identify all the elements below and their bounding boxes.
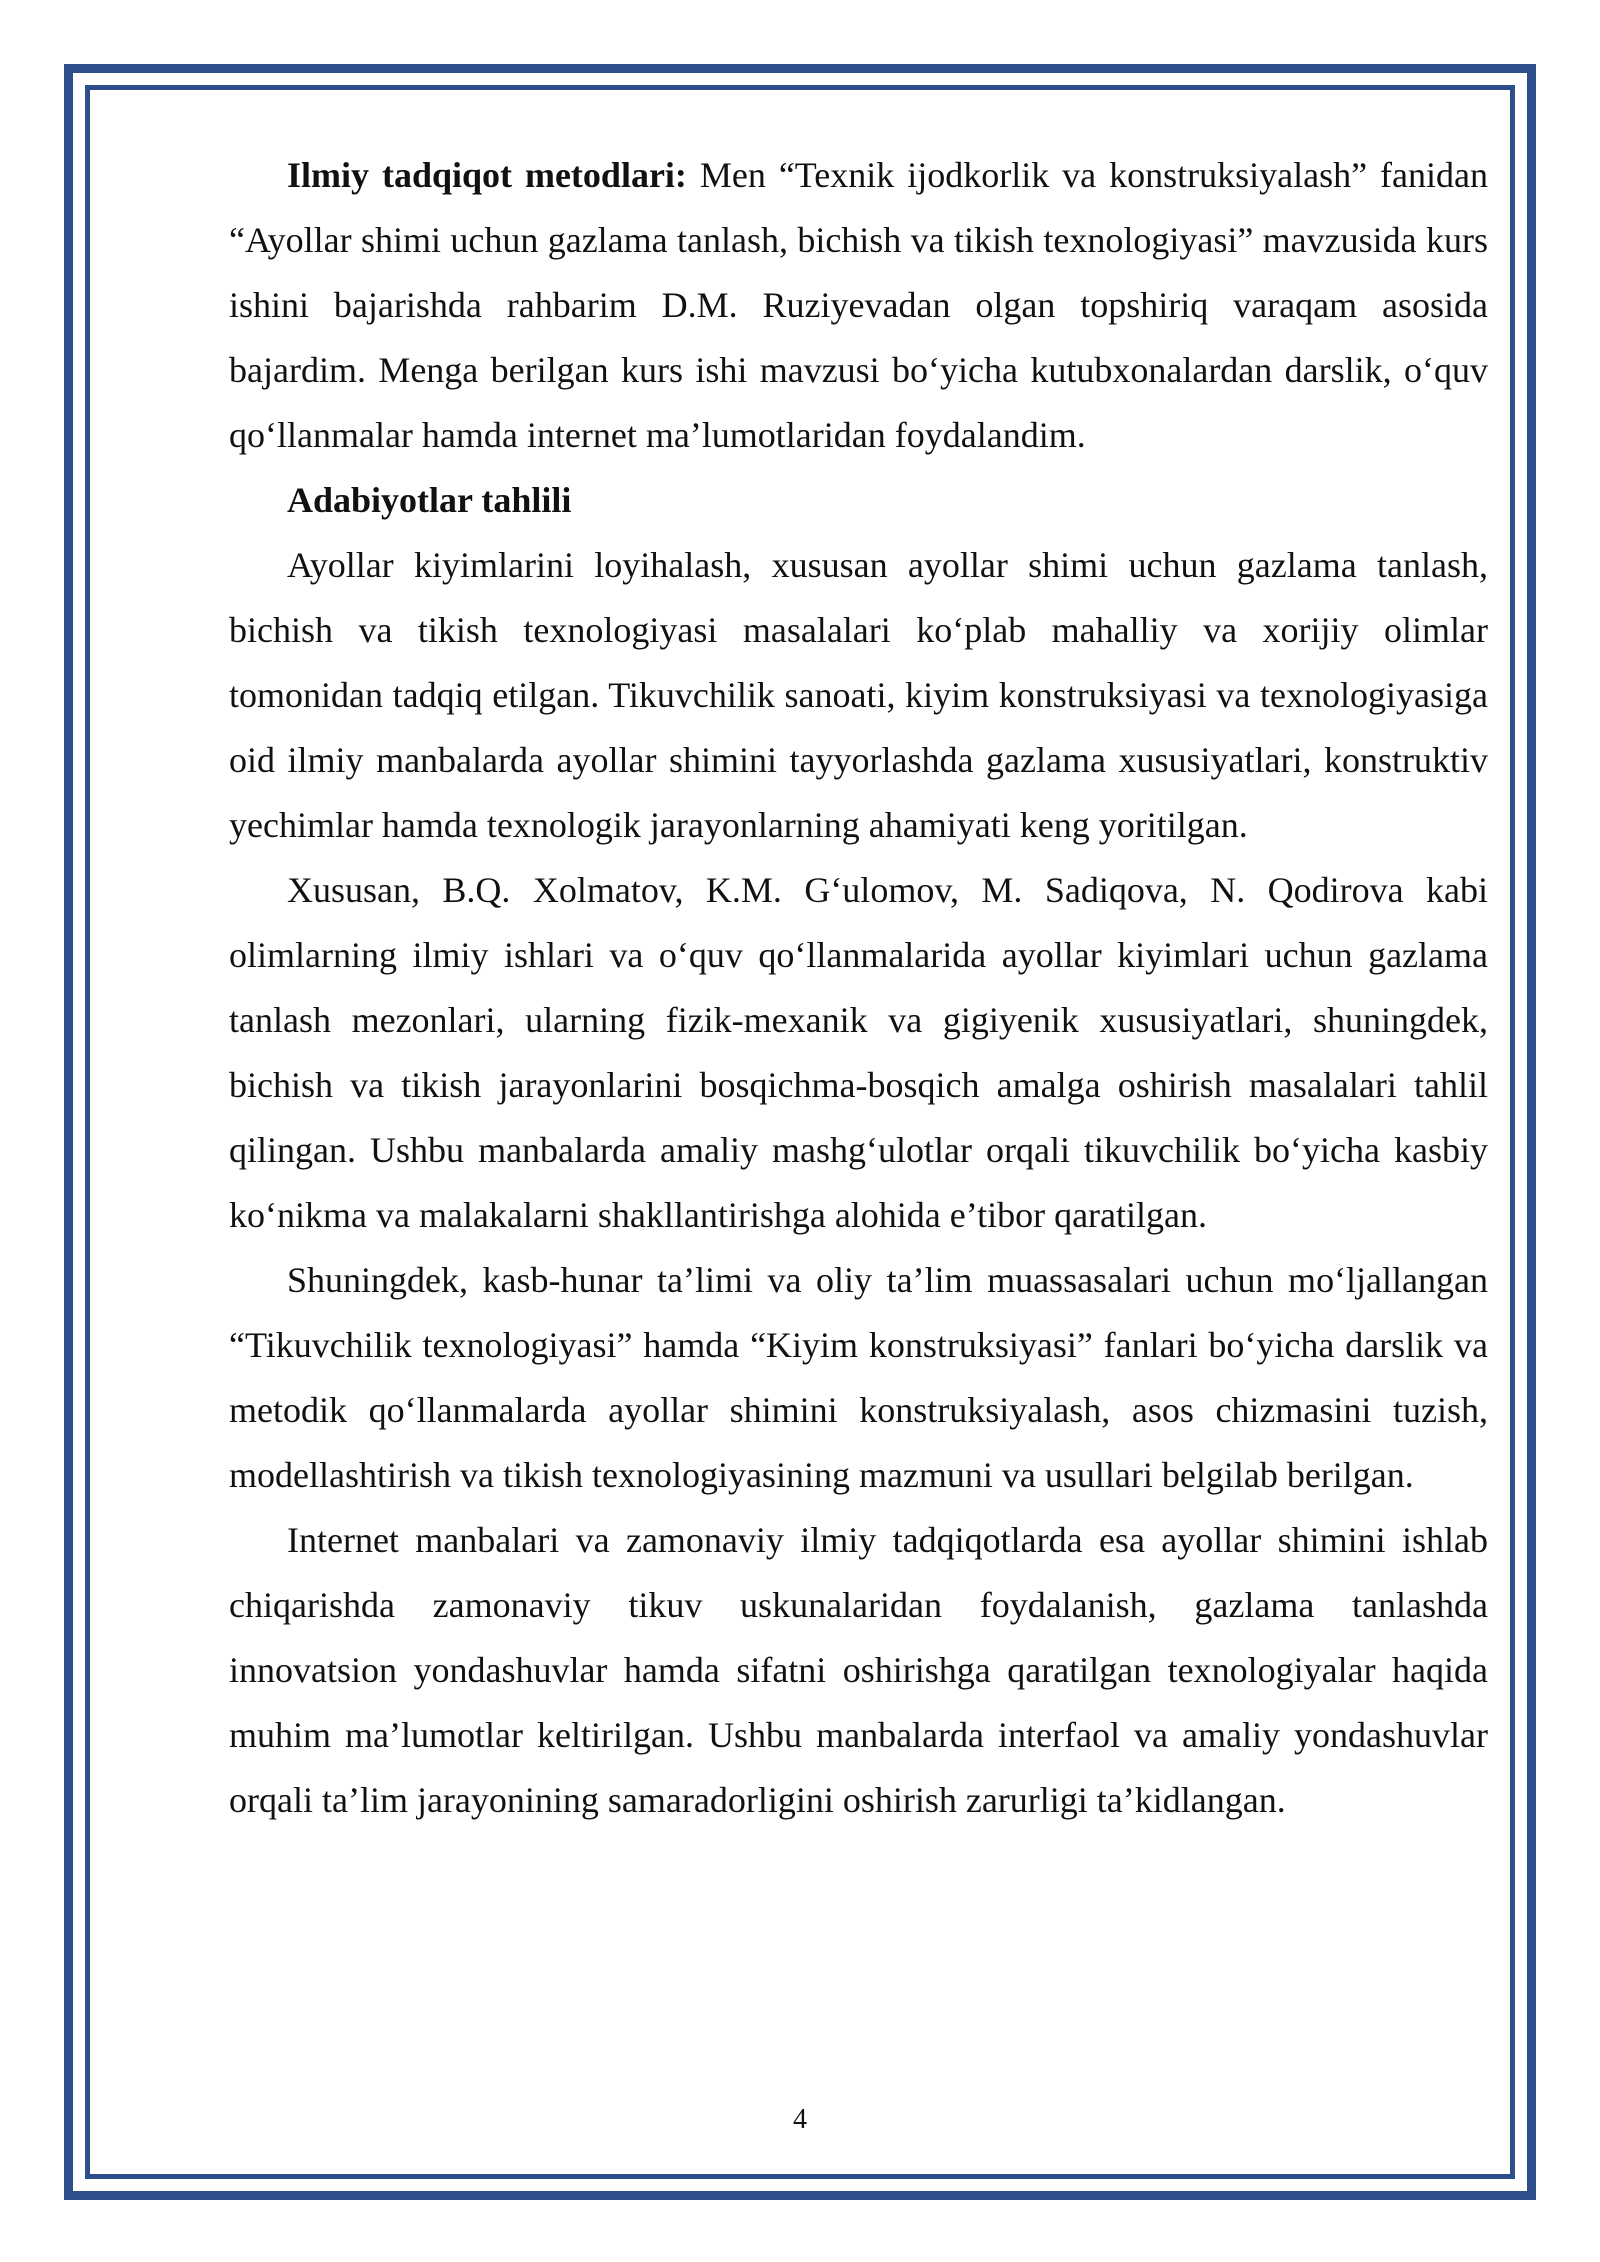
paragraph-scholars: Xususan, B.Q. Xolmatov, K.M. G‘ulomov, M. Sadiqova, N. Qodirova kabi olimlarning ilmiy ishlari va o‘quv qo‘llanmalarida ayollar kiyimlari uchun gazlama tanlash mezonlari, ularning fizik-mexanik va gigiyenik xususiyatlari, shuningdek, bichish va tikish jarayonlarini bosqichma-bosqich amalga oshirish masalalari tahlil qilingan. Ushbu manbalarda amaliy mashg‘ulotlar orqali tikuvchilik bo‘yicha kasbiy ko‘nikma va malakalarni shakllantirishga alohida e’tibor qaratilgan. [229,870,1488,1235]
page-number: 4 [793,2104,807,2135]
section-heading-literature-review: Adabiyotlar tahlili [287,480,572,520]
paragraph-internet-sources: Internet manbalari va zamonaviy ilmiy tadqiqotlarda esa ayollar shimini ishlab chiqarishda zamonaviy tikuv uskunalaridan foydalanish, gazlama tanlashda innovatsion yondashuvlar hamda sifatni oshirishga qaratilgan texnologiyalar haqida muhim ma’lumotlar keltirilgan. Ushbu manbalarda interfaol va amaliy yondashuvlar orqali ta’lim jarayonining samaradorligini oshirish zarurligi ta’kidlangan. [229,1520,1488,1820]
research-methods-heading: Ilmiy tadqiqot metodlari: [287,155,687,195]
paragraph-literature-intro: Ayollar kiyimlarini loyihalash, xususan ayollar shimi uchun gazlama tanlash, bichish va tikish texnologiyasi masalalari ko‘plab mahalliy va xorijiy olimlar tomonidan tadqiq etilgan. Tikuvchilik sanoati, kiyim konstruksiyasi va texnologiyasiga oid ilmiy manbalarda ayollar shimini tayyorlashda gazlama xususiyatlari, konstruktiv yechimlar hamda texnologik jarayonlarning ahamiyati keng yoritilgan. [229,545,1488,845]
page-content [229,143,1488,1833]
paragraph-research-methods [229,143,1488,468]
paragraph-textbooks: Shuningdek, kasb-hunar ta’limi va oliy ta’lim muassasalari uchun mo‘ljallangan “Tikuvchilik texnologiyasi” hamda “Kiyim konstruksiyasi” fanlari bo‘yicha darslik va metodik qo‘llanmalarda ayollar shimini konstruksiyalash, asos chizmasini tuzish, modellashtirish va tikish texnologiyasining mazmuni va usullari belgilab berilgan. [229,1260,1488,1495]
research-methods-text: Men “Texnik ijodkorlik va konstruksiyalash” fanidan “Ayollar shimi uchun gazlama tanlash, bichish va tikish texnologiyasi” mavzusida kurs ishini bajarishda rahbarim D.M. Ruziyevadan olgan topshiriq varaqam asosida bajardim. Menga berilgan kurs ishi mavzusi bo‘yicha kutubxonalardan darslik, o‘quv qo‘llanmalar hamda internet ma’lumotlaridan foydalandim. [229,155,1488,455]
